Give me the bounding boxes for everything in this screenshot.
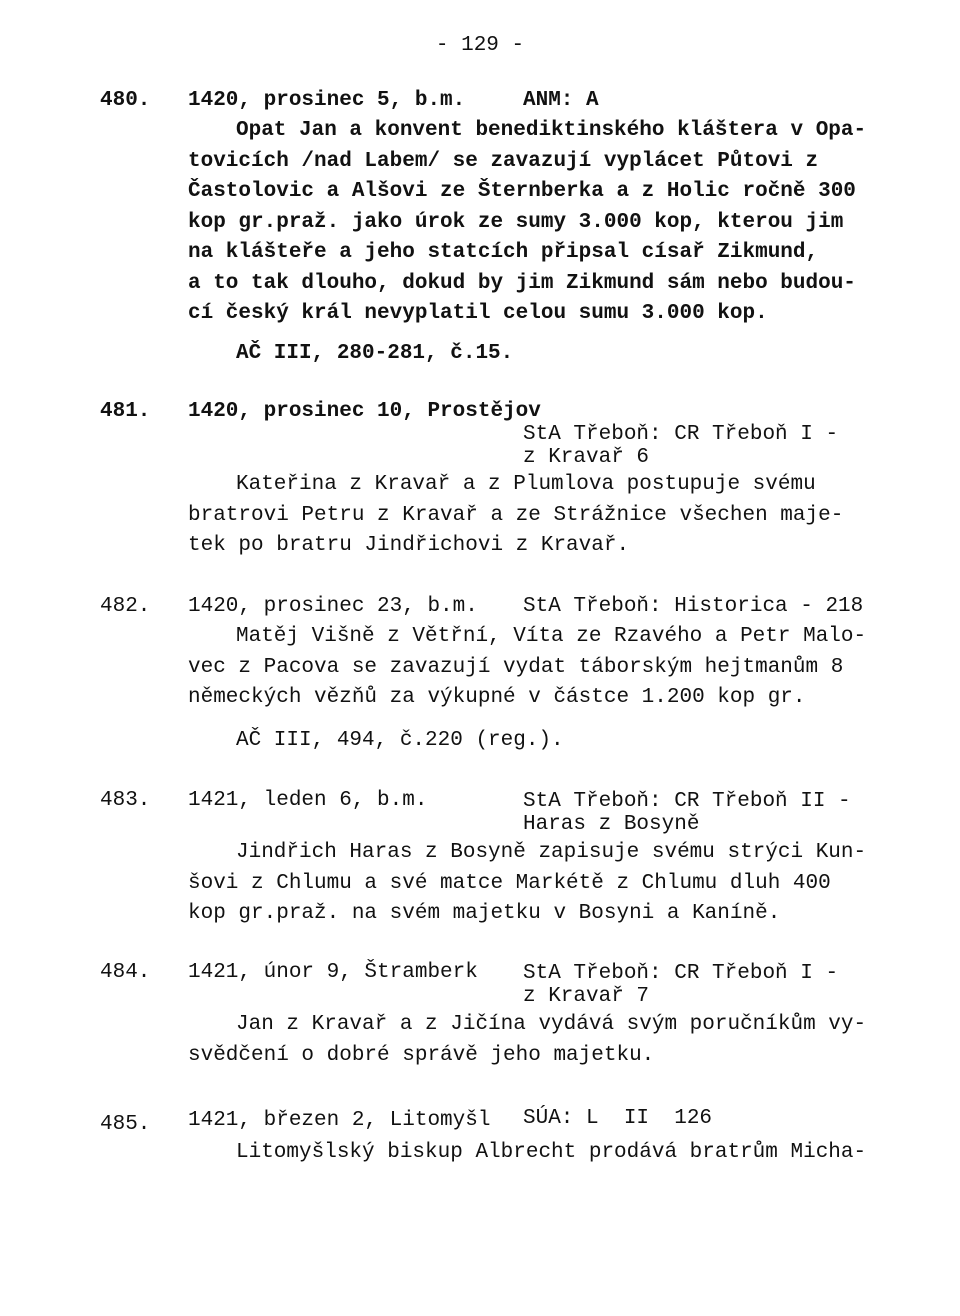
entry-481-source-line-1: StA Třeboň: CR Třeboň I - <box>523 423 839 446</box>
entry-481-line-3: tek po bratru Jindřichovi z Kravař. <box>188 534 630 557</box>
entry-484-header: 1421, únor 9, Štramberk <box>188 961 478 984</box>
entry-482-reference: AČ III, 494, č.220 (reg.). <box>236 729 564 752</box>
entry-482-source: StA Třeboň: Historica - 218 <box>523 595 864 618</box>
entry-480-line-6: a to tak dlouho, dokud by jim Zikmund sám nebo budou- <box>188 271 856 295</box>
entry-482-line-1: Matěj Višně z Větřní, Víta ze Rzavého a Petr Malo- <box>236 625 867 648</box>
entry-481-header: 1420, prosinec 10, Prostějov <box>188 400 541 423</box>
entry-483-number: 483. <box>100 789 151 812</box>
entry-480-line-2: tovicích /nad Labem/ se zavazují vyplácet Půtovi z <box>188 149 819 173</box>
entry-480-reference: AČ III, 280-281, č.15. <box>236 342 514 365</box>
entry-480-line-4: kop gr.praž. jako úrok ze sumy 3.000 kop, kterou jim <box>188 210 844 234</box>
entry-481-body <box>188 470 843 562</box>
entry-481-source <box>523 423 838 469</box>
entry-480-source: ANM: A <box>523 89 599 112</box>
entry-480-line-7: cí český král nevyplatil celou sumu 3.000 kop. <box>188 302 768 325</box>
entry-484-body <box>188 1010 866 1071</box>
entry-484-line-2: svědčení o dobré správě jeho majetku. <box>188 1043 655 1067</box>
entry-483-body <box>188 838 866 930</box>
page-number: - 129 - <box>435 34 525 57</box>
entry-482-body <box>188 622 866 714</box>
entry-480-body <box>188 116 866 330</box>
entry-483-line-2: šovi z Chlumu a své matce Markétě z Chlumu dluh 400 <box>188 871 831 895</box>
entry-483-line-3: kop gr.praž. na svém majetku v Bosyni a Kaníně. <box>188 902 781 925</box>
entry-485-header: 1421, březen 2, Litomyšl <box>188 1109 491 1132</box>
entry-481-line-2: bratrovi Petru z Kravař a ze Strážnice všechen maje- <box>188 503 844 527</box>
entry-485-line-1: Litomyšlský biskup Albrecht prodává bratrům Micha- <box>236 1141 867 1164</box>
entry-482-line-2: vec z Pacova se zavazují vydat táborským hejtmanům 8 <box>188 655 844 679</box>
entry-484-number: 484. <box>100 961 151 984</box>
entry-481-number: 481. <box>100 400 151 423</box>
entry-480-line-5: na klášteře a jeho statcích připsal císař Zikmund, <box>188 241 819 264</box>
entry-484-line-1: Jan z Kravař a z Jičína vydává svým poručníkům vy- <box>236 1013 867 1036</box>
entry-484-source-line-1: StA Třeboň: CR Třeboň I - <box>523 962 839 985</box>
entry-483-source-line-1: StA Třeboň: CR Třeboň II - <box>523 790 851 813</box>
entry-485-body <box>236 1138 866 1169</box>
entry-485-number: 485. <box>100 1113 151 1136</box>
entry-484-source-line-2: z Kravař 7 <box>523 985 650 1008</box>
entry-482-header: 1420, prosinec 23, b.m. <box>188 595 478 618</box>
entry-480-header: 1420, prosinec 5, b.m. <box>188 89 466 112</box>
entry-484-source <box>523 962 838 1008</box>
entry-480-line-1: Opat Jan a konvent benediktinského kláštera v Opa- <box>236 119 867 142</box>
entry-482-line-3: německých vězňů za výkupné v částce 1.200 kop gr. <box>188 686 806 709</box>
entry-485-source: SÚA: L II 126 <box>523 1107 713 1130</box>
entry-483-header: 1421, leden 6, b.m. <box>188 789 428 812</box>
entry-481-source-line-2: z Kravař 6 <box>523 446 650 469</box>
entry-483-line-1: Jindřich Haras z Bosyně zapisuje svému strýci Kun- <box>236 841 867 864</box>
entry-483-source-line-2: Haras z Bosyně <box>523 813 700 836</box>
entry-482-number: 482. <box>100 595 151 618</box>
entry-480-line-3: Častolovic a Alšovi ze Šternberka a z Holic ročně 300 <box>188 180 856 203</box>
entry-481-line-1: Kateřina z Kravař a z Plumlova postupuje svému <box>236 473 816 496</box>
entry-483-source <box>523 790 851 836</box>
entry-480-number: 480. <box>100 89 151 112</box>
